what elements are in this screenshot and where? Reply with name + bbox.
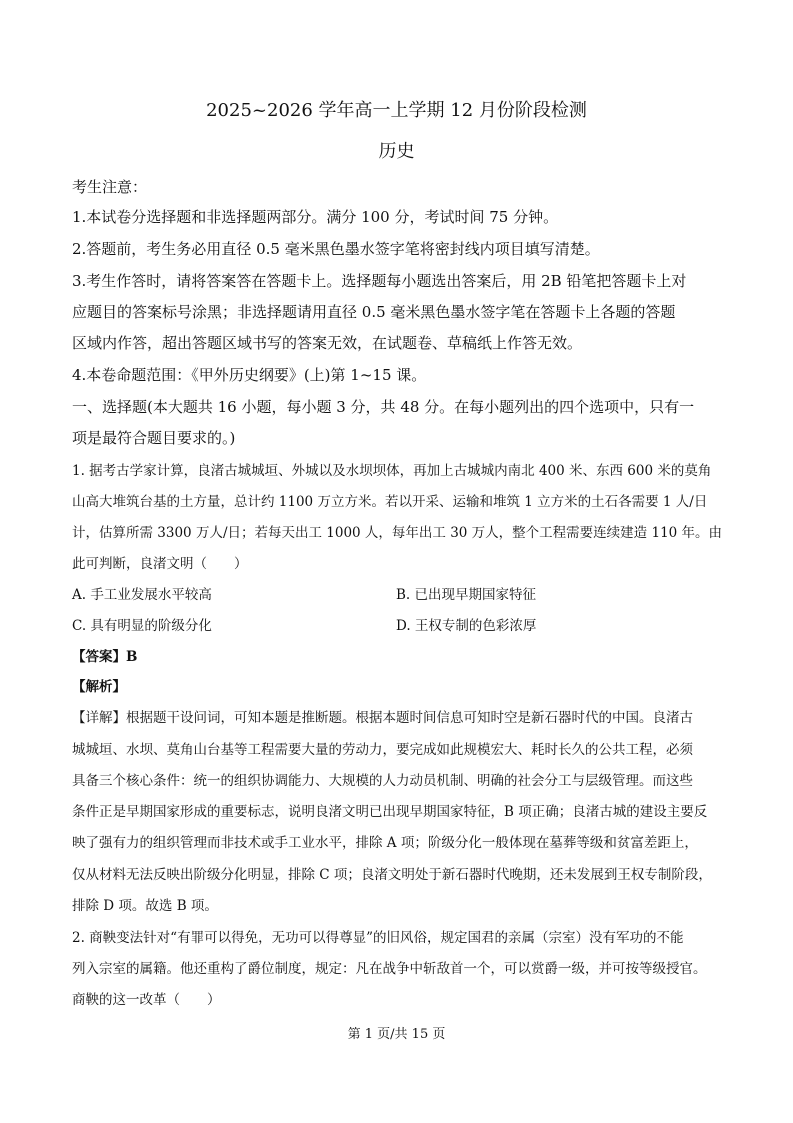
section-heading: 一、选择题(本大题共 16 小题，每小题 3 分，共 48 分。在每小题列出的四个选项中，只有一	[72, 398, 695, 416]
notice-line: 3.考生作答时，请将答案答在答题卡上。选择题每小题选出答案后，用 2B 铅笔把答题卡上对	[72, 272, 687, 290]
detail-line: 排除 D 项。故选 B 项。	[72, 898, 218, 914]
question-stem: 列入宗室的属籍。他还重构了爵位制度，规定：凡在战争中斩敌首一个，可以赏爵一级，并可按等级授官。	[72, 961, 707, 977]
exam-title: 2025~2026 学年高一上学期 12 月份阶段检测	[206, 100, 587, 121]
detail-line: 映了强有力的组织管理而非技术或手工业水平，排除 A 项；阶级分化一般体现在墓葬等级和贫富差距上，	[72, 835, 698, 851]
detail-line: 条件正是早期国家形成的重要标志，说明良渚文明已出现早期国家特征，B 项正确；良渚古城的建设主要反	[72, 804, 708, 820]
subject-title: 历史	[378, 141, 415, 162]
detail-line: 仅从材料无法反映出阶级分化明显，排除 C 项；良渚文明处于新石器时代晚期，还未发展到王权专制阶段，	[72, 867, 712, 883]
question-stem: 1. 据考古学家计算，良渚古城城垣、外城以及水坝坝体，再加上古城城内南北 400 米、东西 600 米的莫角	[72, 463, 712, 479]
option-c: C. 具有明显的阶级分化	[72, 618, 212, 634]
notice-line: 2.答题前，考生务必用直径 0.5 毫米黑色墨水签字笔将密封线内项目填写清楚。	[72, 240, 600, 258]
notice-line: 4.本卷命题范围：《甲外历史纲要》(上)第 1~15 课。	[72, 366, 427, 384]
notice-heading: 考生注意：	[72, 178, 148, 196]
analysis-label: 【解析】	[72, 679, 126, 695]
question-stem: 计，估算所需 3300 万人/日；若每天出工 1000 人，每年出工 30 万人，整个工程需要连续建造 110 年。由	[72, 525, 723, 541]
detail-line: 【详解】根据题干设问词，可知本题是推断题。根据本题时间信息可知时空是新石器时代的中国。良渚古	[72, 710, 693, 726]
question-stem: 2. 商鞅变法针对“有罪可以得免，无功可以得尊显”的旧风俗，规定国君的亲属（宗室）没有军功的不能	[72, 930, 684, 946]
notice-line: 应题目的答案标号涂黑；非选择题请用直径 0.5 毫米黑色墨水签字笔在答题卡上各题的答题	[72, 303, 676, 321]
answer-label: 【答案】B	[72, 649, 138, 665]
option-b: B. 已出现早期国家特征	[396, 587, 537, 603]
question-stem: 此可判断，良渚文明（ ）	[72, 556, 248, 572]
detail-line: 城城垣、水坝、莫角山台基等工程需要大量的劳动力，要完成如此规模宏大、耗时长久的公共工程，必须	[72, 742, 693, 758]
detail-line: 具备三个核心条件：统一的组织协调能力、大规模的人力动员机制、明确的社会分工与层级管理。而这些	[72, 773, 693, 789]
option-a: A. 手工业发展水平较高	[72, 587, 212, 603]
notice-line: 1.本试卷分选择题和非选择题两部分。满分 100 分，考试时间 75 分钟。	[72, 208, 559, 226]
notice-line: 区域内作答，超出答题区域书写的答案无效，在试题卷、草稿纸上作答无效。	[72, 334, 583, 352]
question-stem: 山高大堆筑台基的土方量，总计约 1100 万立方米。若以开采、运输和堆筑 1 立方米的土石各需要 1 人/日	[72, 494, 708, 510]
page-footer: 第 1 页/共 15 页	[347, 1027, 446, 1042]
section-heading: 项是最符合题目要求的。)	[72, 429, 236, 447]
question-stem: 商鞅的这一改革（ ）	[72, 992, 221, 1008]
option-d: D. 王权专制的色彩浓厚	[396, 618, 537, 634]
